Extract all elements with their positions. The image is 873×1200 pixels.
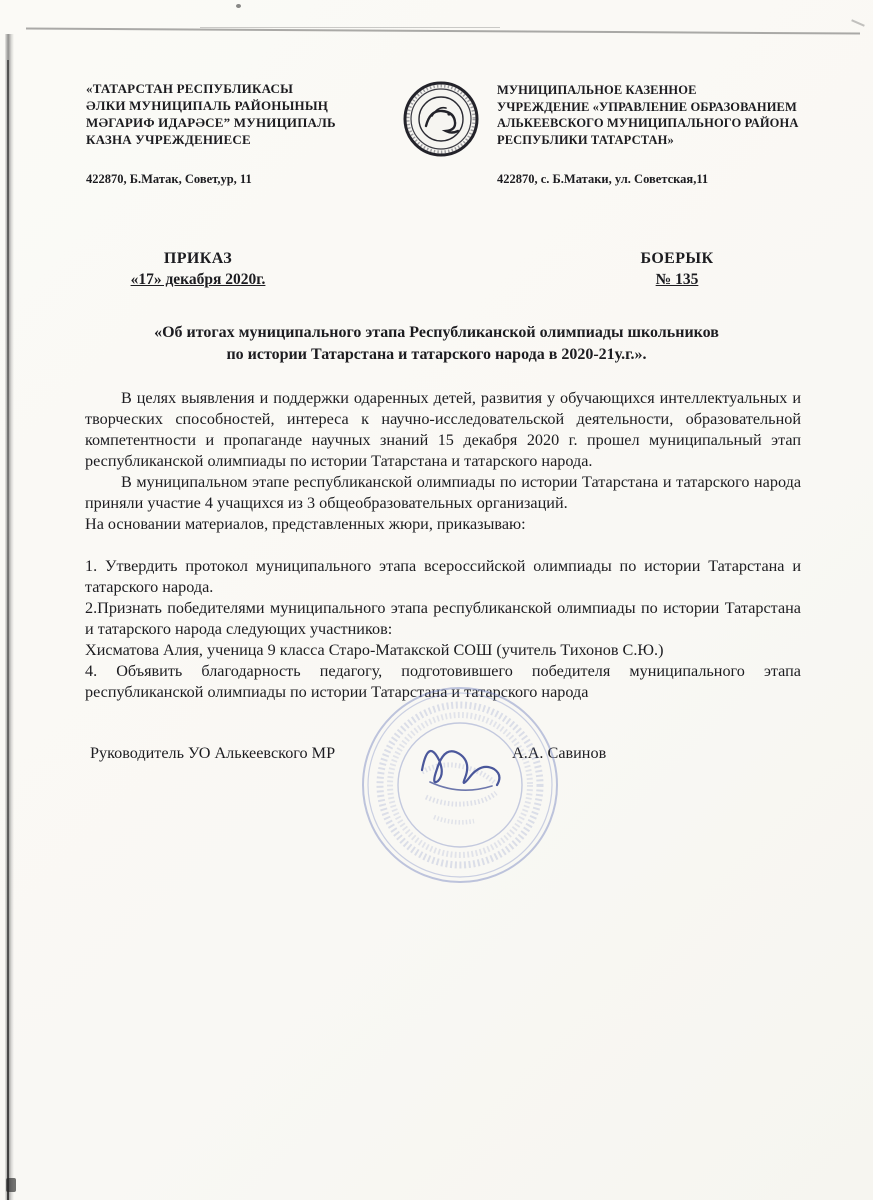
document-body [85,388,801,703]
order-item-1: 1. Утвердить протокол муниципального этапа всероссийской олимпиады по истории Татарстана и татарского народа. [85,557,801,596]
document-title-line1: «Об итогах муниципального этапа Республиканской олимпиады школьников [154,324,719,341]
order-heading-left [108,250,288,289]
scan-speck-bottom [6,1178,16,1192]
order-date: «17» декабря 2020г. [130,271,266,288]
scan-edge-top-faint [200,27,500,28]
signatory-name: А.А. Савинов [512,744,607,762]
order-type-russian: ПРИКАЗ [163,250,233,267]
org-russian-line4: РЕСПУБЛИКИ ТАТАРСТАН» [497,132,674,147]
order-item-4: 4. Объявить благодарность педагогу, подготовившего победителя муниципального этапа республиканской олимпиады по истории Татарстана и татарского народа [85,662,801,701]
scan-mark-top-right [851,19,865,27]
body-paragraph-2: В муниципальном этапе республиканской олимпиады по истории Татарстана и татарского народа приняли участие 4 учащихся из 3 общеобразовательных организаций. [85,473,801,512]
scan-speck-top [236,4,241,8]
org-russian-line1: МУНИЦИПАЛЬНОЕ КАЗЕННОЕ [497,83,697,97]
document-title [60,322,813,366]
org-address-russian: 422870, с. Б.Матаки, ул. Советская,11 [497,172,709,186]
body-paragraph-3: На основании материалов, представленных жюри, приказываю: [85,515,526,533]
order-type-tatar: БОЕРЫК [640,250,714,267]
handwritten-signature-icon [422,751,499,790]
scan-edge-top [26,27,860,34]
order-heading-right [602,250,752,289]
order-item-2-winner: Хисматова Алия, ученица 9 класса Старо-Матакской СОШ (учитель Тихонов С.Ю.) [85,641,664,659]
order-number: № 135 [655,271,699,288]
org-tatar-line1: «ТАТАРСТАН РЕСПУБЛИКАСЫ [86,81,294,96]
document-title-line2: по истории Татарстана и татарского народа в 2020-21у.г.». [226,346,647,363]
org-name-tatar [86,80,401,148]
org-russian-line2: УЧРЕЖДЕНИЕ «УПРАВЛЕНИЕ ОБРАЗОВАНИЕМ [497,99,797,114]
signatory-position: Руководитель УО Алькеевского МР [90,744,336,762]
body-paragraph-1: В целях выявления и поддержки одаренных детей, развития у обучающихся интеллектуальных и творческих способностей, интереса к научно-исследовательской деятельности, образовательной компетентности и пропаганде научных знаний 15 декабря 2020 г. прошел муниципальный этап республиканской олимпиады по истории Татарстана и татарского народа. [85,389,801,470]
scan-edge-left-line [7,60,9,1200]
org-name-russian [497,82,842,148]
round-stamp-icon [363,688,557,882]
order-item-2: 2.Признать победителями муниципального этапа республиканской олимпиады по истории Татарстана и татарского народа следующих участников: [85,599,801,638]
tatarstan-emblem-icon [402,80,480,158]
org-russian-line3: АЛЬКЕЕВСКОГО МУНИЦИПАЛЬНОГО РАЙОНА [497,116,799,130]
org-address-tatar: 422870, Б.Матак, Совет,ур, 11 [86,172,252,186]
org-tatar-line3: МӘГАРИФ ИДАРӘСЕ” МУНИЦИПАЛЬ [86,115,336,130]
org-tatar-line4: КАЗНА УЧРЕЖДЕНИЕСЕ [86,132,251,147]
org-tatar-line2: ӘЛКИ МУНИЦИПАЛЬ РАЙОНЫНЫҢ [86,98,329,113]
